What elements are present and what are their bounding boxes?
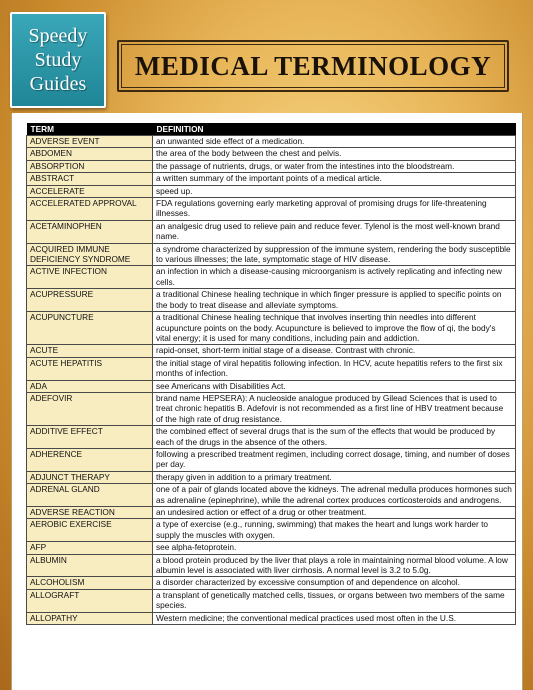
table-row xyxy=(27,612,516,624)
term-cell: ACCELERATED APPROVAL xyxy=(27,198,153,221)
definition-cell: rapid-onset, short-term initial stage of a disease. Contrast with chronic. xyxy=(153,345,516,357)
term-cell: ACTIVE INFECTION xyxy=(27,266,153,289)
term-cell: ACQUIRED IMMUNE DEFICIENCY SYNDROME xyxy=(27,243,153,266)
table-row xyxy=(27,357,516,380)
table-row xyxy=(27,289,516,312)
term-cell: ABSTRACT xyxy=(27,173,153,185)
definition-cell: a type of exercise (e.g., running, swimming) that makes the heart and lungs work harder to supply the muscles with oxygen. xyxy=(153,519,516,542)
definition-cell: a traditional Chinese healing technique in which finger pressure is applied to specific points on the body to treat disease and alleviate symptoms. xyxy=(153,289,516,312)
table-row xyxy=(27,220,516,243)
term-cell: ABSORPTION xyxy=(27,160,153,172)
term-cell: ADDITIVE EFFECT xyxy=(27,426,153,449)
definition-cell: an undesired action or effect of a drug or other treatment. xyxy=(153,507,516,519)
term-cell: ACUTE xyxy=(27,345,153,357)
definition-cell: therapy given in addition to a primary treatment. xyxy=(153,471,516,483)
term-cell: ADA xyxy=(27,380,153,392)
table-row xyxy=(27,484,516,507)
term-cell: ALCOHOLISM xyxy=(27,577,153,589)
logo-line-3: Guides xyxy=(29,73,87,95)
term-cell: ACETAMINOPHEN xyxy=(27,220,153,243)
terminology-table xyxy=(26,123,516,625)
table-row xyxy=(27,542,516,554)
table-row xyxy=(27,519,516,542)
table-row xyxy=(27,312,516,345)
table-row xyxy=(27,266,516,289)
definition-cell: a transplant of genetically matched cells, tissues, or organs between two members of the same species. xyxy=(153,589,516,612)
definition-cell: an unwanted side effect of a medication. xyxy=(153,136,516,148)
table-row xyxy=(27,577,516,589)
definition-cell: one of a pair of glands located above the kidneys. The adrenal medulla produces hormones such as adrenaline (epinephrine), while the adrenal cortex produces corticosteroids and androgens. xyxy=(153,484,516,507)
page-title: MEDICAL TERMINOLOGY xyxy=(134,50,492,81)
table-header-row xyxy=(27,123,516,136)
term-cell: ALLOPATHY xyxy=(27,612,153,624)
term-cell: ACUPUNCTURE xyxy=(27,312,153,345)
definition-cell: Western medicine; the conventional medical practices used most often in the U.S. xyxy=(153,612,516,624)
definition-column-header: DEFINITION xyxy=(153,123,516,136)
term-cell: ADVERSE EVENT xyxy=(27,136,153,148)
definition-cell: following a prescribed treatment regimen, including correct dosage, timing, and number of doses per day. xyxy=(153,448,516,471)
definition-cell: brand name HEPSERA): A nucleoside analogue produced by Gilead Sciences that is used to treat chronic hepatitis B. Adefovir is not recommended as a first line of HBV treatment because of the high rate of drug resistance. xyxy=(153,392,516,425)
table-row xyxy=(27,136,516,148)
term-cell: ACUPRESSURE xyxy=(27,289,153,312)
definition-cell: an infection in which a disease-causing microorganism is actively replicating and infecting new cells. xyxy=(153,266,516,289)
table-row xyxy=(27,589,516,612)
definition-cell: the passage of nutrients, drugs, or water from the intestines into the bloodstream. xyxy=(153,160,516,172)
table-row xyxy=(27,554,516,577)
definition-cell: FDA regulations governing early marketing approval of promising drugs for life-threatening illnesses. xyxy=(153,198,516,221)
term-cell: ADHERENCE xyxy=(27,448,153,471)
term-cell: ADRENAL GLAND xyxy=(27,484,153,507)
table-row xyxy=(27,448,516,471)
term-column-header: TERM xyxy=(27,123,153,136)
table-row xyxy=(27,392,516,425)
term-cell: ADEFOVIR xyxy=(27,392,153,425)
table-row xyxy=(27,345,516,357)
table-row xyxy=(27,471,516,483)
definition-cell: the initial stage of viral hepatitis following infection. In HCV, acute hepatitis refers to the first six months of infection. xyxy=(153,357,516,380)
term-cell: AEROBIC EXERCISE xyxy=(27,519,153,542)
table-row xyxy=(27,198,516,221)
definition-cell: a syndrome characterized by suppression of the immune system, rendering the body susceptible to various illnesses; the late, symptomatic stage of HIV disease. xyxy=(153,243,516,266)
term-cell: ACCELERATE xyxy=(27,185,153,197)
definition-cell: speed up. xyxy=(153,185,516,197)
term-cell: ADJUNCT THERAPY xyxy=(27,471,153,483)
definition-cell: the area of the body between the chest and pelvis. xyxy=(153,148,516,160)
definition-cell: see alpha-fetoprotein. xyxy=(153,542,516,554)
definition-cell: a disorder characterized by excessive consumption of and dependence on alcohol. xyxy=(153,577,516,589)
definition-cell: see Americans with Disabilities Act. xyxy=(153,380,516,392)
speedy-study-guides-logo xyxy=(10,12,106,108)
definition-cell: a traditional Chinese healing technique that involves inserting thin needles into different acupuncture points on the body. Acupuncture is believed to improve the flow of qi, the body's vital energy; it is used for many conditions, including pain and addiction. xyxy=(153,312,516,345)
term-cell: ALBUMIN xyxy=(27,554,153,577)
table-row xyxy=(27,173,516,185)
title-banner xyxy=(117,40,509,92)
definition-cell: a written summary of the important points of a medical article. xyxy=(153,173,516,185)
table-row xyxy=(27,243,516,266)
content-sheet xyxy=(11,113,523,690)
definition-cell: an analgesic drug used to relieve pain and reduce fever. Tylenol is the most well-known brand name. xyxy=(153,220,516,243)
table-body xyxy=(27,136,516,625)
definition-cell: a blood protein produced by the liver that plays a role in maintaining normal blood volume. A low albumin level is associated with liver cirrhosis. A normal level is 3.2 to 5.0g. xyxy=(153,554,516,577)
term-cell: ACUTE HEPATITIS xyxy=(27,357,153,380)
table-row xyxy=(27,426,516,449)
term-cell: ALLOGRAFT xyxy=(27,589,153,612)
term-cell: ABDOMEN xyxy=(27,148,153,160)
term-cell: AFP xyxy=(27,542,153,554)
table-row xyxy=(27,507,516,519)
logo-line-2: Study xyxy=(34,49,82,71)
table-row xyxy=(27,148,516,160)
table-row xyxy=(27,160,516,172)
table-row xyxy=(27,185,516,197)
table-row xyxy=(27,380,516,392)
logo-line-1: Speedy xyxy=(28,25,88,47)
definition-cell: the combined effect of several drugs that is the sum of the effects that would be produced by each of the drugs in the absence of the others. xyxy=(153,426,516,449)
term-cell: ADVERSE REACTION xyxy=(27,507,153,519)
